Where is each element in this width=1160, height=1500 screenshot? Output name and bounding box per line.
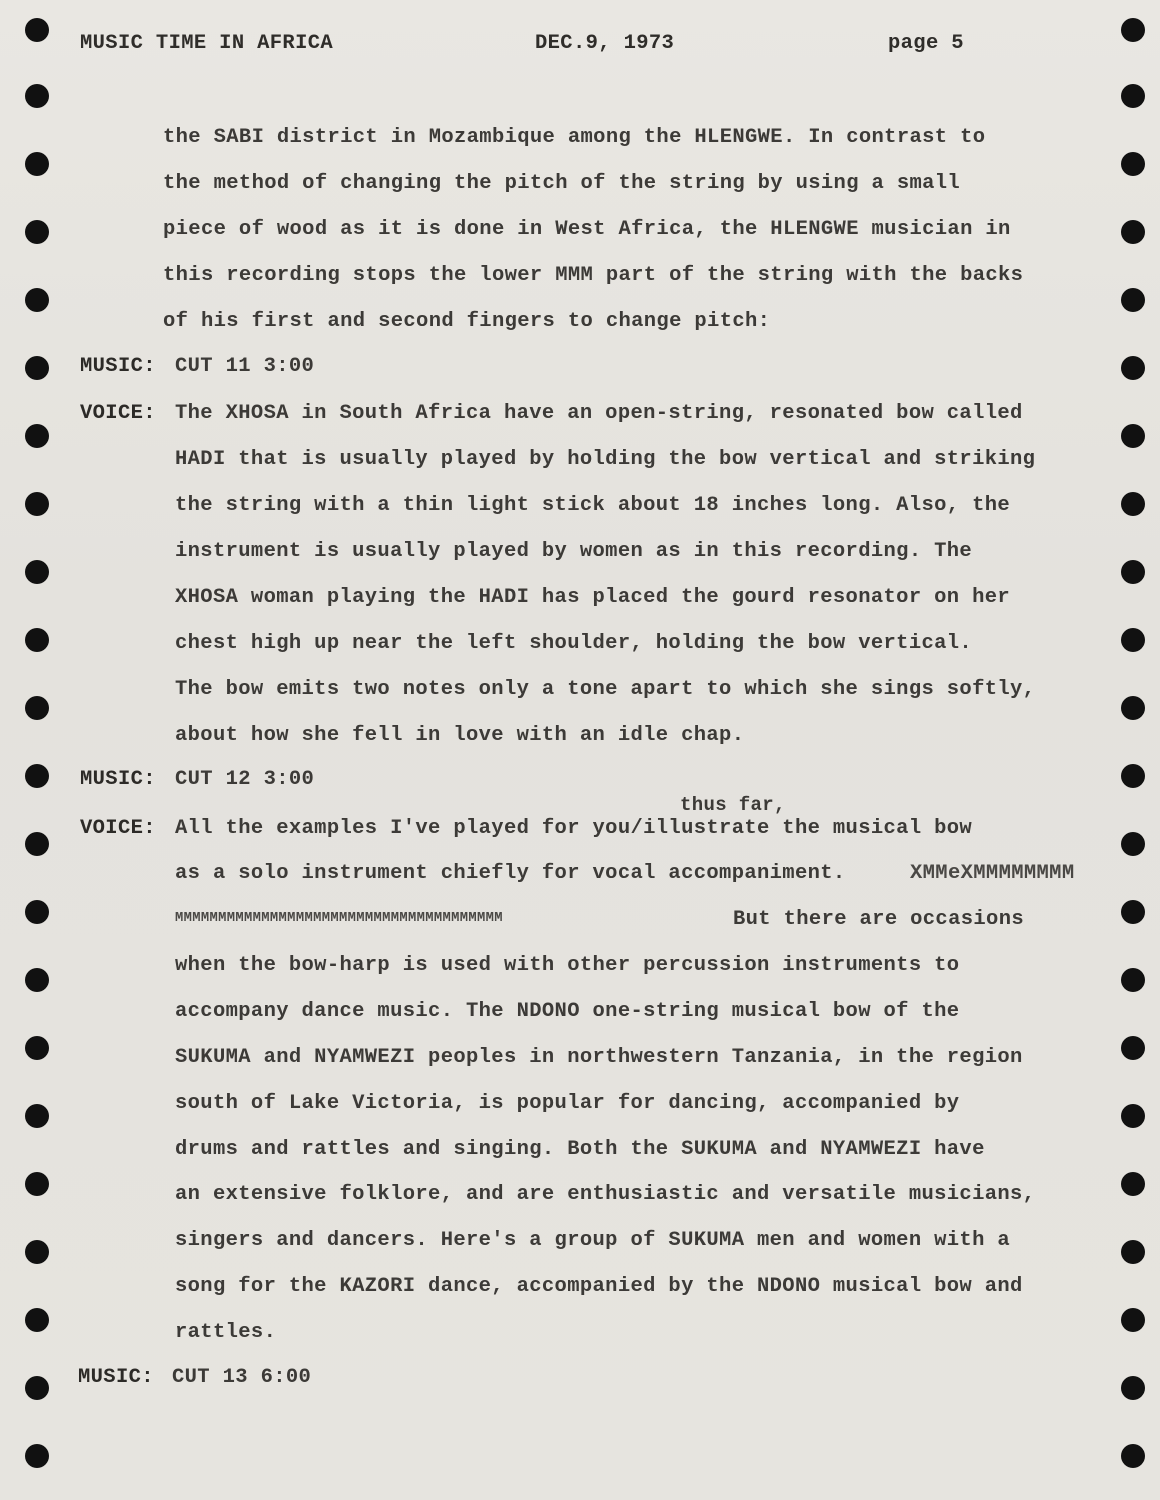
feed-hole (1121, 1172, 1145, 1196)
feed-hole (25, 356, 49, 380)
struck-out-text: XMMeXMMMMMMMM (910, 862, 1075, 885)
text-line: rattles. (175, 1321, 277, 1344)
text-line: drums and rattles and singing. Both the SUKUMA and NYAMWEZI have (175, 1138, 985, 1161)
broadcast-date: DEC.9, 1973 (535, 32, 675, 55)
page-number: page 5 (888, 32, 964, 55)
text-line: the string with a thin light stick about 18 inches long. Also, the (175, 494, 1011, 517)
text-line: singers and dancers. Here's a group of SUKUMA men and women with a (175, 1229, 1011, 1252)
text-line: piece of wood as it is done in West Africa, the HLENGWE musician in (163, 218, 1011, 241)
voice-label: VOICE: (80, 402, 156, 425)
feed-hole (25, 492, 49, 516)
feed-hole (1121, 424, 1145, 448)
feed-hole (1121, 560, 1145, 584)
handwritten-insertion: thus far, (680, 794, 786, 816)
feed-hole (25, 968, 49, 992)
text-line: of his first and second fingers to change pitch: (163, 310, 771, 333)
text-line: All the examples I've played for you/illustrate the musical bow (175, 817, 973, 840)
feed-hole (25, 288, 49, 312)
feed-hole (25, 900, 49, 924)
feed-hole (25, 1240, 49, 1264)
feed-hole (1121, 18, 1145, 42)
text-line: when the bow-harp is used with other percussion instruments to (175, 954, 960, 977)
feed-hole (25, 84, 49, 108)
music-cue-cut-11: CUT 11 3:00 (175, 355, 315, 378)
feed-hole (25, 1308, 49, 1332)
feed-hole (25, 1172, 49, 1196)
feed-hole (1121, 356, 1145, 380)
text-line: instrument is usually played by women as in this recording. The (175, 540, 973, 563)
text-line: chest high up near the left shoulder, holding the bow vertical. (175, 632, 973, 655)
text-line: the SABI district in Mozambique among the HLENGWE. In contrast to (163, 126, 986, 149)
feed-hole (25, 424, 49, 448)
text-line: The bow emits two notes only a tone apart to which she sings softly, (175, 678, 1036, 701)
feed-hole (1121, 1376, 1145, 1400)
text-line: HADI that is usually played by holding the bow vertical and striking (175, 448, 1036, 471)
feed-hole (1121, 764, 1145, 788)
feed-hole (1121, 832, 1145, 856)
music-cue-cut-13: CUT 13 6:00 (172, 1366, 312, 1389)
text-line: song for the KAZORI dance, accompanied by the NDONO musical bow and (175, 1275, 1023, 1298)
feed-hole (25, 152, 49, 176)
feed-hole (1121, 900, 1145, 924)
feed-hole (1121, 1308, 1145, 1332)
text-line: as a solo instrument chiefly for vocal accompaniment. (175, 862, 846, 885)
feed-hole (1121, 1444, 1145, 1468)
feed-hole (25, 18, 49, 42)
feed-hole (25, 1376, 49, 1400)
feed-hole (25, 1444, 49, 1468)
feed-hole (25, 764, 49, 788)
text-line: The XHOSA in South Africa have an open-string, resonated bow called (175, 402, 1023, 425)
feed-hole (1121, 492, 1145, 516)
feed-hole (1121, 220, 1145, 244)
text-line: this recording stops the lower MMM part of the string with the backs (163, 264, 1024, 287)
feed-hole (1121, 288, 1145, 312)
feed-hole (1121, 1240, 1145, 1264)
feed-hole (1121, 696, 1145, 720)
feed-hole (1121, 968, 1145, 992)
text-line: XHOSA woman playing the HADI has placed the gourd resonator on her (175, 586, 1011, 609)
feed-hole (1121, 628, 1145, 652)
program-title: MUSIC TIME IN AFRICA (80, 32, 334, 55)
feed-hole (25, 220, 49, 244)
music-cue-label: MUSIC: (78, 1366, 154, 1389)
music-cue-cut-12: CUT 12 3:00 (175, 768, 315, 791)
text-line: SUKUMA and NYAMWEZI peoples in northwestern Tanzania, in the region (175, 1046, 1023, 1069)
feed-hole (1121, 84, 1145, 108)
text-line: the method of changing the pitch of the string by using a small (163, 172, 961, 195)
text-line: about how she fell in love with an idle chap. (175, 724, 745, 747)
text-line: an extensive folklore, and are enthusiastic and versatile musicians, (175, 1183, 1036, 1206)
text-line: But there are occasions (733, 908, 1024, 931)
feed-hole (25, 1036, 49, 1060)
struck-out-text: MMMMMMMMMMMMMMMMMMMMMMMMMMMMMMMMMMMMMM (175, 911, 503, 926)
feed-hole (1121, 1104, 1145, 1128)
music-cue-label: MUSIC: (80, 355, 156, 378)
feed-hole (25, 832, 49, 856)
feed-hole (25, 628, 49, 652)
voice-label: VOICE: (80, 817, 156, 840)
feed-hole (25, 560, 49, 584)
music-cue-label: MUSIC: (80, 768, 156, 791)
text-line: south of Lake Victoria, is popular for dancing, accompanied by (175, 1092, 960, 1115)
feed-hole (25, 1104, 49, 1128)
feed-hole (1121, 1036, 1145, 1060)
text-line: accompany dance music. The NDONO one-string musical bow of the (175, 1000, 960, 1023)
feed-hole (1121, 152, 1145, 176)
feed-hole (25, 696, 49, 720)
